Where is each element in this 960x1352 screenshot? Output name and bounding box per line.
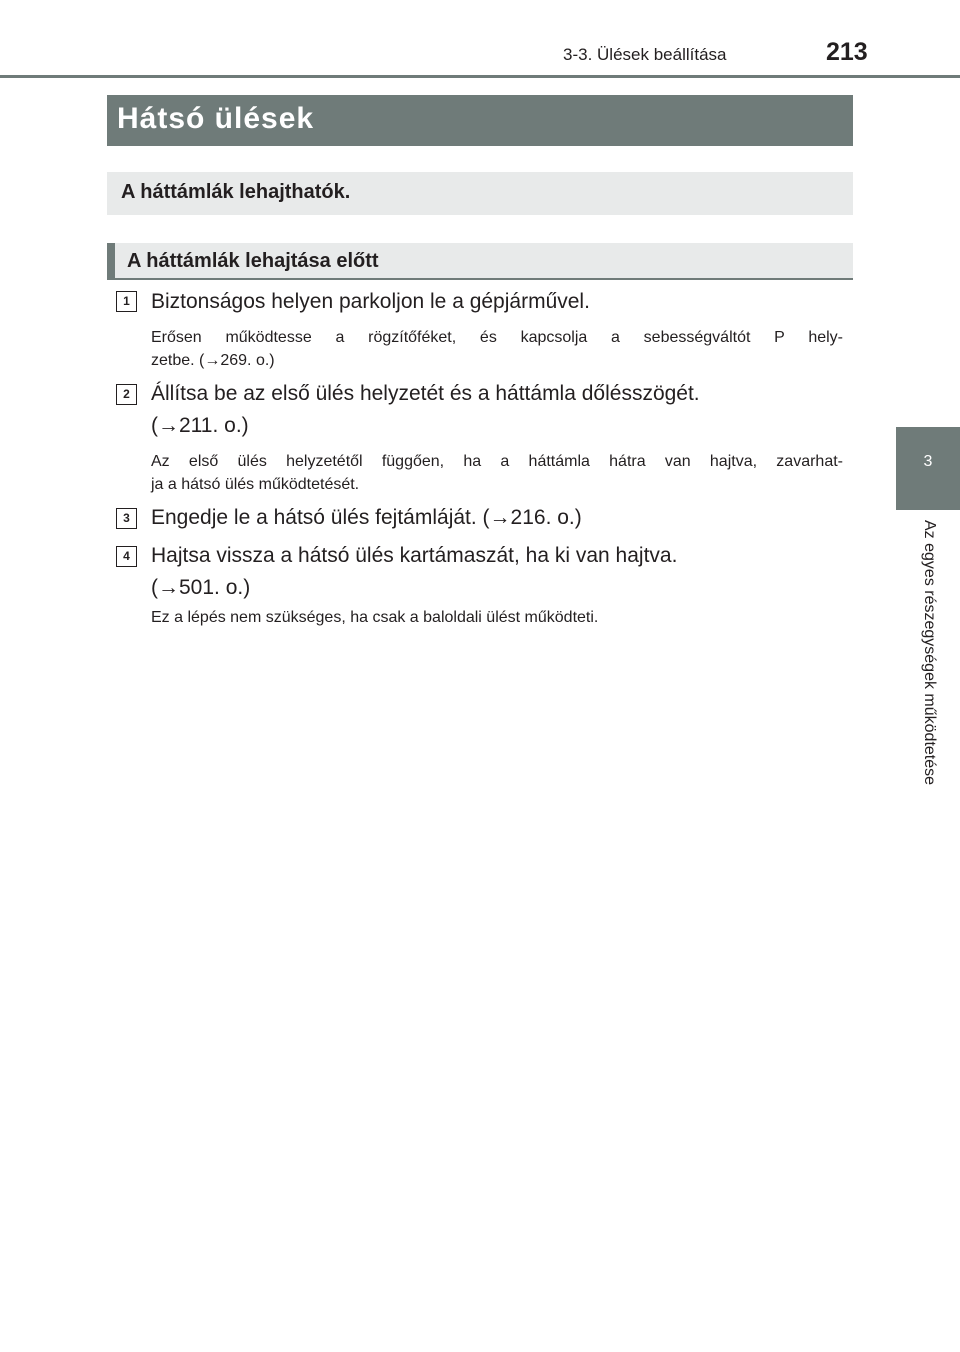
step-2-note-line-2: ja a hátsó ülés működtetését. xyxy=(151,476,360,493)
subheading-before-folding xyxy=(107,243,853,280)
page-number: 213 xyxy=(826,38,868,66)
step-4-line-2: (→501. o.) xyxy=(151,576,251,599)
step-1-note-line-1: Erősen működtesse a rögzítőféket, és kapcsolja a sebességváltót P hely- xyxy=(151,329,843,346)
step-4-text xyxy=(151,540,851,604)
chapter-tab xyxy=(896,427,960,510)
step-4-number: 4 xyxy=(116,546,137,567)
header-section-title: 3-3. Ülések beállítása xyxy=(563,45,727,64)
step-1-number: 1 xyxy=(116,291,137,312)
step-2-line-2: (→211. o.) xyxy=(151,414,249,437)
step-2-note xyxy=(151,450,843,496)
step-2-text xyxy=(151,378,851,442)
step-3-text xyxy=(151,502,851,534)
step-1-note-line-2: zetbe. (→269. o.) xyxy=(151,352,275,369)
step-1-text xyxy=(151,286,851,318)
page-title: Hátsó ülések xyxy=(117,102,315,135)
subheading-1-text: A háttámlák lehajthatók. xyxy=(121,181,351,203)
chapter-number: 3 xyxy=(923,453,933,470)
step-2-line-1: Állítsa be az első ülés helyzetét és a háttámla dőlésszögét. xyxy=(151,382,700,405)
step-1-line-1: Biztonságos helyen parkoljon le a gépjárművel. xyxy=(151,290,590,313)
step-3-number: 3 xyxy=(116,508,137,529)
step-4-line-1: Hajtsa vissza a hátsó ülés kartámaszát, ha ki van hajtva. xyxy=(151,544,678,567)
page-title-bar xyxy=(107,95,853,146)
step-4-note xyxy=(151,606,843,629)
step-2-number: 2 xyxy=(116,384,137,405)
subheading-2-text: A háttámlák lehajtása előtt xyxy=(127,250,379,272)
step-3-line-1: Engedje le a hátsó ülés fejtámláját. (→216. o.) xyxy=(151,506,582,529)
chapter-title-vertical: Az egyes részegységek működtetése xyxy=(921,520,938,786)
step-2-note-line-1: Az első ülés helyzetétől függően, ha a háttámla hátra van hajtva, zavarhat- xyxy=(151,453,843,470)
step-4-note-line-1: Ez a lépés nem szükséges, ha csak a baloldali ülést működteti. xyxy=(151,609,599,626)
header-divider xyxy=(0,75,960,78)
subheading-fold-possible xyxy=(107,172,853,215)
step-1-note xyxy=(151,326,843,372)
